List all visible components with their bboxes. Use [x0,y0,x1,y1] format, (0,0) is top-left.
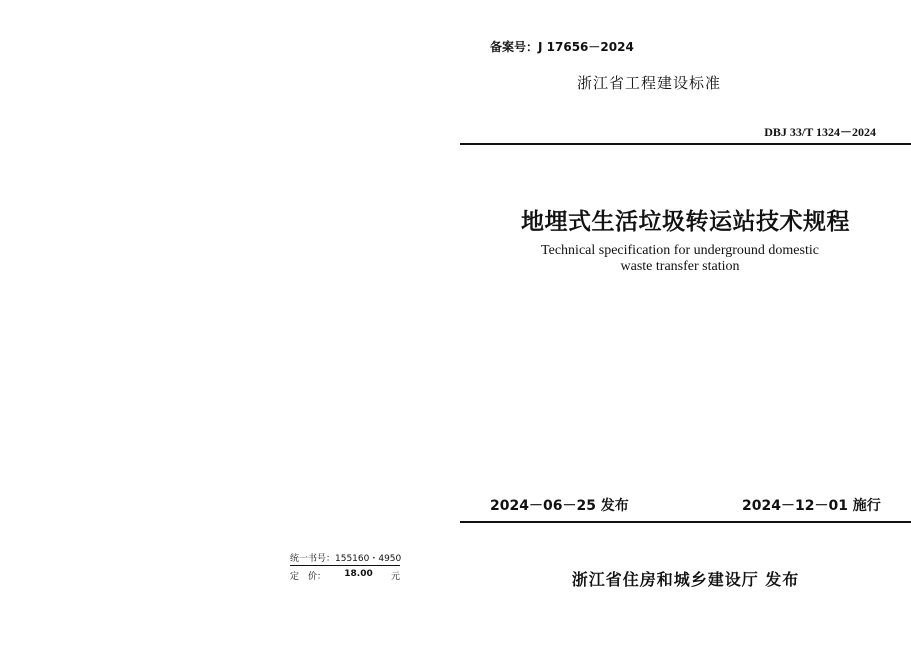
price-value: 18.00 [344,569,373,579]
standard-code: DBJ 33/T 1324－2024 [764,125,876,139]
record-number: 备案号：J 17656－2024 [490,40,634,54]
document-title-en-line2: waste transfer station [620,259,740,274]
standard-category: 浙江省工程建设标准 [576,74,721,92]
effective-date: 2024－12－01 施行 [742,498,881,514]
price-unit: 元 [390,572,400,582]
document-title-cn: 地埋式生活垃圾转运站技术规程 [521,208,850,235]
bottom-divider [460,521,911,523]
document-title-en-line1: Technical specification for underground domestic [541,243,819,258]
price-label: 定 价： [290,572,327,582]
book-number: 统一书号：155160・4950 [290,554,402,564]
top-divider [460,143,911,145]
issue-date: 2024－06－25 发布 [490,498,629,514]
book-info-divider [290,565,400,566]
price-row [290,569,400,582]
publisher: 浙江省住房和城乡建设厅 发布 [571,570,800,589]
